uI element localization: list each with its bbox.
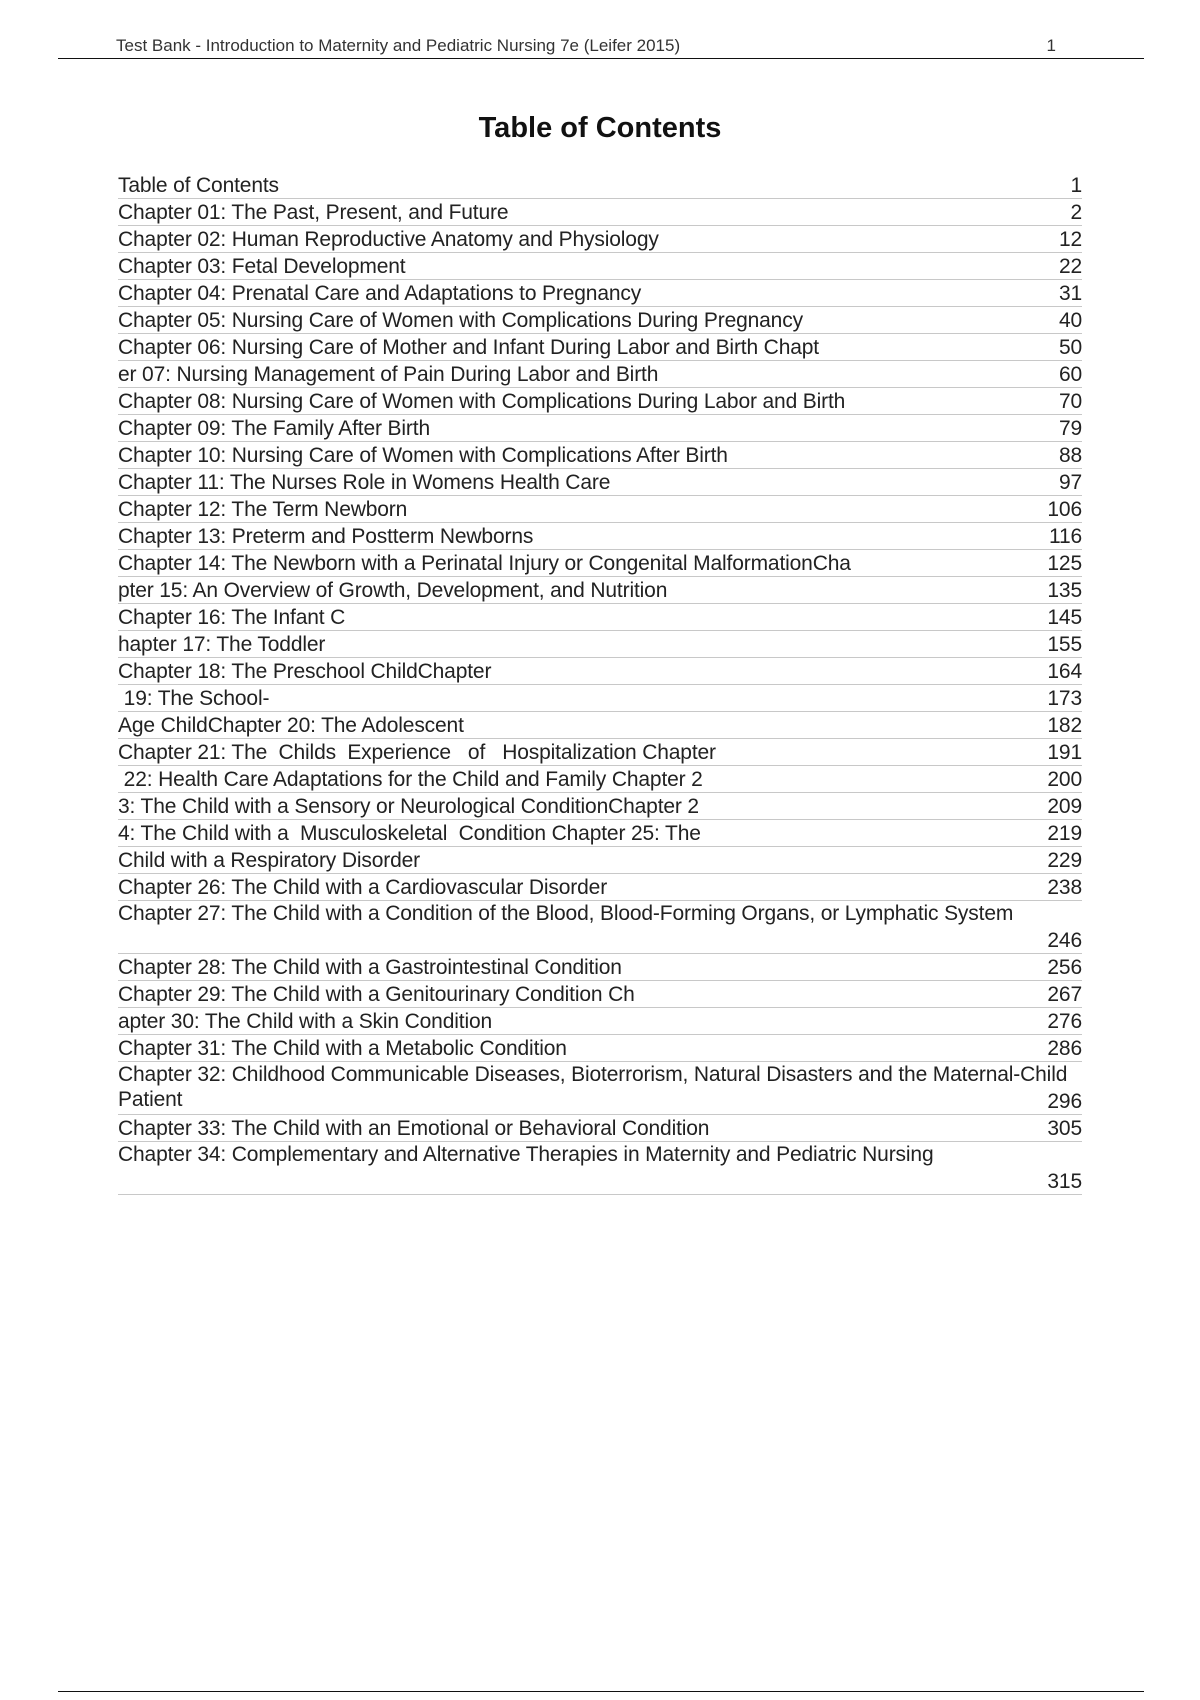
toc-entry[interactable] [118, 712, 1082, 739]
toc-entry[interactable] [118, 361, 1082, 388]
toc-entry-page-number: 209 [1047, 795, 1082, 818]
toc-entry[interactable] [118, 253, 1082, 280]
toc-entry[interactable] [118, 793, 1082, 820]
toc-entry-label: 3: The Child with a Sensory or Neurological ConditionChapter 2 [118, 795, 699, 818]
toc-entry-label: Chapter 06: Nursing Care of Mother and Infant During Labor and Birth Chapt [118, 336, 819, 359]
toc-entry[interactable] [118, 874, 1082, 901]
toc-entry[interactable] [118, 496, 1082, 523]
toc-entry-page-number: 88 [1058, 444, 1082, 467]
toc-entry[interactable] [118, 577, 1082, 604]
toc-entry-label: 22: Health Care Adaptations for the Child and Family Chapter 2 [118, 768, 703, 791]
toc-entry-page-number: 182 [1047, 714, 1082, 737]
toc-entry[interactable] [118, 415, 1082, 442]
toc-entry-label: Chapter 05: Nursing Care of Women with Complications During Pregnancy [118, 309, 803, 332]
toc-entry-label: Chapter 11: The Nurses Role in Womens Health Care [118, 471, 611, 494]
toc-entry-page-number: 125 [1047, 552, 1082, 575]
toc-entry-label: Chapter 26: The Child with a Cardiovascular Disorder [118, 876, 608, 899]
toc-entry[interactable] [118, 981, 1082, 1008]
toc-entry-label: Chapter 18: The Preschool ChildChapter [118, 660, 492, 683]
toc-entry-page-number: 276 [1047, 1010, 1082, 1033]
toc-entry-label: Chapter 10: Nursing Care of Women with Complications After Birth [118, 444, 728, 467]
toc-entry[interactable] [118, 658, 1082, 685]
toc-entry-label: hapter 17: The Toddler [118, 633, 326, 656]
toc-entry-label: Chapter 08: Nursing Care of Women with Complications During Labor and Birth [118, 390, 846, 413]
toc-entry-page-number: 22 [1058, 255, 1082, 278]
toc-entry-label: Chapter 34: Complementary and Alternative Therapies in Maternity and Pediatric Nursing [118, 1143, 934, 1166]
toc-entry-label: Chapter 33: The Child with an Emotional or Behavioral Condition [118, 1117, 710, 1140]
toc-entry-page-number: 229 [1047, 849, 1082, 872]
toc-entry[interactable] [118, 954, 1082, 981]
toc-entry-label: Chapter 02: Human Reproductive Anatomy and Physiology [118, 228, 659, 251]
toc-entry[interactable] [118, 901, 1082, 954]
toc-entry-label: Chapter 28: The Child with a Gastrointestinal Condition [118, 956, 622, 979]
toc-entry-page-number: 70 [1058, 390, 1082, 413]
toc-entry-label: Chapter 21: The Childs Experience of Hospitalization Chapter [118, 741, 716, 764]
toc-entry-page-number: 286 [1047, 1037, 1082, 1060]
toc-entry[interactable] [118, 226, 1082, 253]
toc-entry[interactable] [118, 739, 1082, 766]
toc-entry-page-number: 79 [1058, 417, 1082, 440]
toc-entry-label: Chapter 04: Prenatal Care and Adaptations to Pregnancy [118, 282, 642, 305]
toc-entry[interactable] [118, 523, 1082, 550]
toc-entry-label: Chapter 12: The Term Newborn [118, 498, 408, 521]
toc-heading: Table of Contents [478, 112, 722, 144]
toc-entry-label: apter 30: The Child with a Skin Condition [118, 1010, 493, 1033]
running-header-page-number: 1 [1046, 36, 1056, 55]
toc-entry-page-number: 219 [1047, 822, 1082, 845]
toc-entry-page-number: 173 [1047, 687, 1082, 710]
toc-entry-page-number: 1 [1070, 174, 1082, 197]
toc-entry-label: Chapter 09: The Family After Birth [118, 417, 430, 440]
toc-entry[interactable] [118, 604, 1082, 631]
toc-entry[interactable] [118, 1062, 1082, 1115]
toc-entry-label: 4: The Child with a Musculoskeletal Condition Chapter 25: The [118, 822, 701, 845]
toc-entry-label: Chapter 31: The Child with a Metabolic Condition [118, 1037, 567, 1060]
toc-entry-label: Chapter 13: Preterm and Postterm Newborns [118, 525, 534, 548]
toc-entry[interactable] [118, 307, 1082, 334]
toc-entry-page-number: 155 [1047, 633, 1082, 656]
toc-entry-label: Age ChildChapter 20: The Adolescent [118, 714, 464, 737]
toc-entry[interactable] [118, 1142, 1082, 1195]
toc-entry-page-number: 164 [1047, 660, 1082, 683]
toc-entry[interactable] [118, 334, 1082, 361]
running-header-title: Test Bank - Introduction to Maternity and Pediatric Nursing 7e (Leifer 2015) [116, 36, 681, 55]
toc-entry-page-number: 116 [1048, 525, 1082, 548]
toc-entry-label: Chapter 27: The Child with a Condition of the Blood, Blood-Forming Organs, or Lymphatic System [118, 902, 1014, 925]
toc-entry-page-number: 246 [1047, 929, 1082, 952]
toc-entry[interactable] [118, 820, 1082, 847]
toc-entry-page-number: 40 [1058, 309, 1082, 332]
toc-entry[interactable] [118, 1035, 1082, 1062]
toc-entry[interactable] [118, 847, 1082, 874]
toc-entry-label: Chapter 29: The Child with a Genitourinary Condition Ch [118, 983, 635, 1006]
toc-entry[interactable] [118, 1008, 1082, 1035]
toc-entry-page-number: 135 [1047, 579, 1082, 602]
toc-entry-page-number: 106 [1047, 498, 1082, 521]
toc-entry-page-number: 200 [1047, 768, 1082, 791]
toc-entry[interactable] [118, 469, 1082, 496]
toc-entry[interactable] [118, 766, 1082, 793]
toc-entry-page-number: 145 [1047, 606, 1082, 629]
toc-entry-page-number: 31 [1058, 282, 1082, 305]
toc-entry-label: Table of Contents [118, 174, 279, 197]
toc-entry[interactable] [118, 199, 1082, 226]
toc-entry-label: Chapter 14: The Newborn with a Perinatal Injury or Congenital MalformationCha [118, 552, 851, 575]
toc-entry-label: er 07: Nursing Management of Pain During Labor and Birth [118, 363, 659, 386]
toc-entry-page-number: 296 [1047, 1090, 1082, 1113]
toc-entry-page-number: 267 [1047, 983, 1082, 1006]
toc-entry-page-number: 238 [1047, 876, 1082, 899]
toc-entry[interactable] [118, 442, 1082, 469]
footer-rule [58, 1691, 1144, 1692]
toc-entry-page-number: 191 [1047, 741, 1082, 764]
toc-entry-page-number: 60 [1058, 363, 1082, 386]
toc-list [118, 172, 1082, 1195]
toc-entry-page-number: 12 [1058, 228, 1082, 251]
toc-entry-page-number: 305 [1047, 1117, 1082, 1140]
toc-entry-label: Chapter 32: Childhood Communicable Diseases, Bioterrorism, Natural Disasters and the Maternal-Child Patient [118, 1063, 1068, 1111]
toc-entry-label: Chapter 16: The Infant C [118, 606, 346, 629]
toc-entry[interactable] [118, 550, 1082, 577]
toc-entry[interactable] [118, 685, 1082, 712]
toc-entry-label: Chapter 03: Fetal Development [118, 255, 406, 278]
toc-entry-label: Child with a Respiratory Disorder [118, 849, 420, 872]
toc-entry[interactable] [118, 172, 1082, 199]
toc-entry-label: Chapter 01: The Past, Present, and Future [118, 201, 509, 224]
toc-entry-label: 19: The School- [118, 687, 270, 710]
toc-entry[interactable] [118, 280, 1082, 307]
page-header [58, 30, 1144, 59]
toc-entry-page-number: 256 [1047, 956, 1082, 979]
toc-entry-page-number: 315 [1047, 1170, 1082, 1193]
toc-entry-page-number: 50 [1058, 336, 1082, 359]
toc-entry[interactable] [118, 388, 1082, 415]
toc-entry-page-number: 2 [1070, 201, 1082, 224]
toc-entry-label: pter 15: An Overview of Growth, Development, and Nutrition [118, 579, 668, 602]
toc-entry[interactable] [118, 1115, 1082, 1142]
toc-entry-page-number: 97 [1058, 471, 1082, 494]
toc-entry[interactable] [118, 631, 1082, 658]
